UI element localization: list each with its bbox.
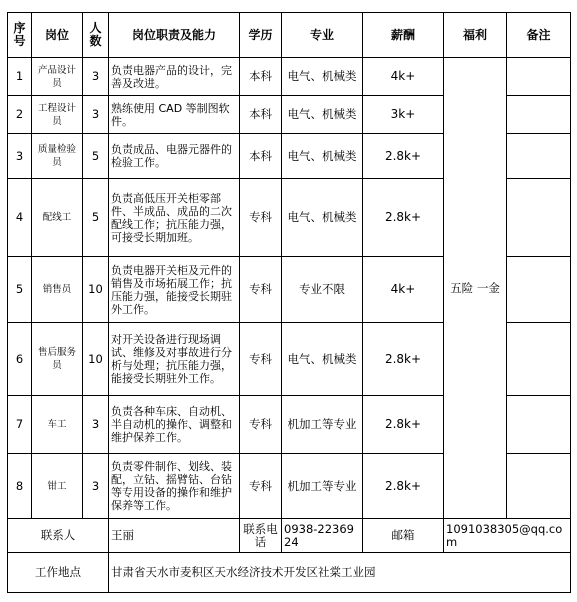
row-education: 专科	[240, 454, 282, 519]
row-salary: 3k+	[363, 96, 444, 134]
row-duties: 负责各种车床、自动机、半自动机的操作、调整和维护保养工作。	[109, 396, 240, 454]
row-education: 本科	[240, 134, 282, 179]
email-label: 邮箱	[363, 519, 444, 553]
row-education: 本科	[240, 96, 282, 134]
header-salary: 薪酬	[363, 13, 444, 58]
row-education: 本科	[240, 58, 282, 96]
row-no: 1	[8, 58, 32, 96]
row-count: 5	[83, 134, 109, 179]
row-education: 专科	[240, 396, 282, 454]
header-row	[8, 13, 571, 58]
row-education: 专科	[240, 323, 282, 396]
row-count: 3	[83, 454, 109, 519]
row-no: 5	[8, 257, 32, 323]
row-salary: 2.8k+	[363, 454, 444, 519]
row-no: 8	[8, 454, 32, 519]
row-duties: 熟练使用 CAD 等制图软件。	[109, 96, 240, 134]
row-no: 2	[8, 96, 32, 134]
row-salary: 2.8k+	[363, 323, 444, 396]
row-education: 专科	[240, 257, 282, 323]
row-remarks	[507, 323, 571, 396]
row-major: 专业不限	[282, 257, 363, 323]
header-position: 岗位	[32, 13, 83, 58]
row-remarks	[507, 58, 571, 96]
row-count: 10	[83, 323, 109, 396]
contact-name: 王丽	[109, 519, 240, 553]
row-position: 产品设计员	[32, 58, 83, 96]
row-remarks	[507, 179, 571, 257]
row-no: 4	[8, 179, 32, 257]
row-position: 车工	[32, 396, 83, 454]
header-benefits: 福利	[444, 13, 507, 58]
row-position: 配线工	[32, 179, 83, 257]
table-row	[8, 58, 571, 96]
row-remarks	[507, 454, 571, 519]
row-major: 电气、机械类	[282, 323, 363, 396]
recruitment-table	[7, 12, 571, 593]
benefits-cell: 五险 一金	[444, 58, 507, 519]
row-duties: 负责电器产品的设计，完善及改进。	[109, 58, 240, 96]
row-major: 机加工等专业	[282, 454, 363, 519]
contact-row	[8, 519, 571, 553]
row-salary: 2.8k+	[363, 134, 444, 179]
row-duties: 负责电器开关柜及元件的销售及市场拓展工作；抗压能力强，能接受长期驻外工作。	[109, 257, 240, 323]
row-duties: 负责成品、电器元器件的检验工作。	[109, 134, 240, 179]
row-duties: 负责高低压开关柜零部件、半成品、成品的二次配线工作；抗压能力强，可接受长期加班。	[109, 179, 240, 257]
row-salary: 4k+	[363, 58, 444, 96]
row-count: 3	[83, 96, 109, 134]
row-remarks	[507, 396, 571, 454]
row-no: 6	[8, 323, 32, 396]
row-major: 电气、机械类	[282, 58, 363, 96]
phone-value: 0938-2236924	[282, 519, 363, 553]
row-remarks	[507, 96, 571, 134]
row-position: 工程设计员	[32, 96, 83, 134]
row-major: 机加工等专业	[282, 396, 363, 454]
row-position: 销售员	[32, 257, 83, 323]
header-education: 学历	[240, 13, 282, 58]
recruitment-table-container	[7, 12, 571, 593]
row-duties: 对开关设备进行现场调试、维修及对事故进行分析与处理；抗压能力强，能接受长期驻外工作。	[109, 323, 240, 396]
row-duties: 负责零件制作、划线、装配，立钻、摇臂钻、台钻等专用设备的操作和维护保养等工作。	[109, 454, 240, 519]
header-count: 人数	[83, 13, 109, 58]
row-position: 钳工	[32, 454, 83, 519]
row-major: 电气、机械类	[282, 96, 363, 134]
row-salary: 4k+	[363, 257, 444, 323]
workplace-label: 工作地点	[8, 553, 109, 593]
row-count: 3	[83, 396, 109, 454]
row-major: 电气、机械类	[282, 179, 363, 257]
header-duties: 岗位职责及能力	[109, 13, 240, 58]
row-no: 7	[8, 396, 32, 454]
phone-label: 联系电话	[240, 519, 282, 553]
row-count: 10	[83, 257, 109, 323]
header-remarks: 备注	[507, 13, 571, 58]
workplace-address: 甘肃省天水市麦积区天水经济技术开发区社棠工业园	[109, 553, 571, 593]
row-count: 5	[83, 179, 109, 257]
row-no: 3	[8, 134, 32, 179]
header-major: 专业	[282, 13, 363, 58]
row-education: 专科	[240, 179, 282, 257]
row-position: 售后服务员	[32, 323, 83, 396]
row-remarks	[507, 257, 571, 323]
email-value: 1091038305@qq.com	[444, 519, 571, 553]
row-position: 质量检验员	[32, 134, 83, 179]
workplace-row	[8, 553, 571, 593]
row-remarks	[507, 134, 571, 179]
row-salary: 2.8k+	[363, 396, 444, 454]
header-no: 序号	[8, 13, 32, 58]
row-salary: 2.8k+	[363, 179, 444, 257]
row-major: 电气、机械类	[282, 134, 363, 179]
contact-label: 联系人	[8, 519, 109, 553]
row-count: 3	[83, 58, 109, 96]
